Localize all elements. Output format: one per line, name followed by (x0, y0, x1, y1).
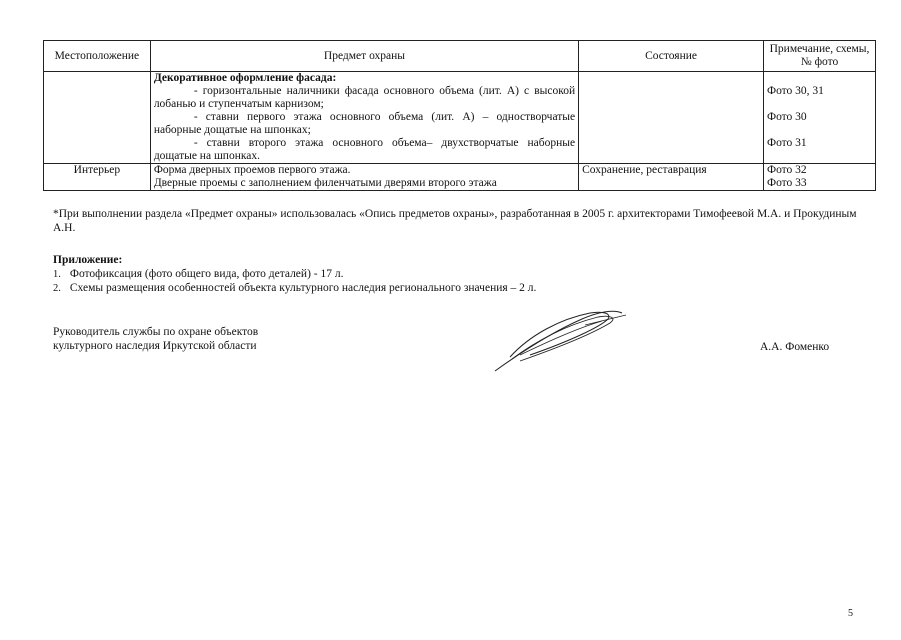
row1-notes (764, 72, 876, 164)
protection-table (43, 40, 876, 191)
page-number: 5 (848, 608, 853, 619)
row1-state (579, 72, 764, 164)
row2-line-1: Форма дверных проемов первого этажа. (153, 164, 351, 176)
appendix-num: 1. (53, 269, 61, 280)
header-location: Местоположение (44, 41, 151, 72)
row2-line-2: Дверные проемы с заполнением филенчатыми дверями второго этажа (153, 177, 497, 189)
row1-item-2: - ставни первого этажа основного объема (лит. А) – одностворчатые наборные дощатые на шпонках; (153, 111, 576, 136)
row2-state: Сохранение, реставрация (579, 164, 764, 191)
row1-item-3: - ставни второго этажа основного объема– двухстворчатые наборные дощатые на шпонках. (153, 137, 576, 162)
appendix-num: 2. (53, 283, 61, 294)
row1-location (44, 72, 151, 164)
row2-location: Интерьер (44, 164, 151, 191)
row2-note-1: Фото 32 (767, 164, 807, 176)
table-header-row (44, 41, 876, 72)
row1-subject (150, 72, 578, 164)
signatory-position (53, 325, 873, 353)
appendix-text: Фотофиксация (фото общего вида, фото деталей) - 17 л. (69, 268, 344, 280)
position-line-2: культурного наследия Иркутской области (53, 340, 257, 352)
handwritten-signature (490, 305, 630, 375)
appendix-title: Приложение: (53, 254, 123, 266)
row1-note-2: Фото 30 (767, 111, 807, 123)
appendix-text: Схемы размещения особенностей объекта культурного наследия регионального значения – 2 л. (69, 282, 537, 294)
row1-note-3: Фото 31 (767, 137, 807, 149)
table-row (44, 164, 876, 191)
list-item (53, 281, 873, 295)
signatory-name: А.А. Фоменко (760, 341, 830, 353)
header-subject: Предмет охраны (150, 41, 578, 72)
row2-subject (150, 164, 578, 191)
row1-item-1: - горизонтальные наличники фасада основного объема (лит. А) с высокой лобанью и ступенчатым карнизом; (153, 85, 576, 110)
row2-note-2: Фото 33 (767, 177, 807, 189)
footnote: *При выполнении раздела «Предмет охраны» использовалась «Опись предметов охраны», разработанная в 2005 г. архитекторами Тимофеевой М.А. и Прокудиным А.Н. (53, 208, 857, 234)
header-note: Примечание, схемы, № фото (764, 41, 876, 72)
position-line-1: Руководитель службы по охране объектов (53, 326, 259, 338)
list-item (53, 267, 873, 281)
table-row (44, 72, 876, 164)
row2-notes (764, 164, 876, 191)
row1-title: Декоративное оформление фасада: (153, 72, 337, 84)
appendix-list (53, 267, 873, 295)
header-state: Состояние (579, 41, 764, 72)
row1-note-1: Фото 30, 31 (767, 85, 824, 97)
